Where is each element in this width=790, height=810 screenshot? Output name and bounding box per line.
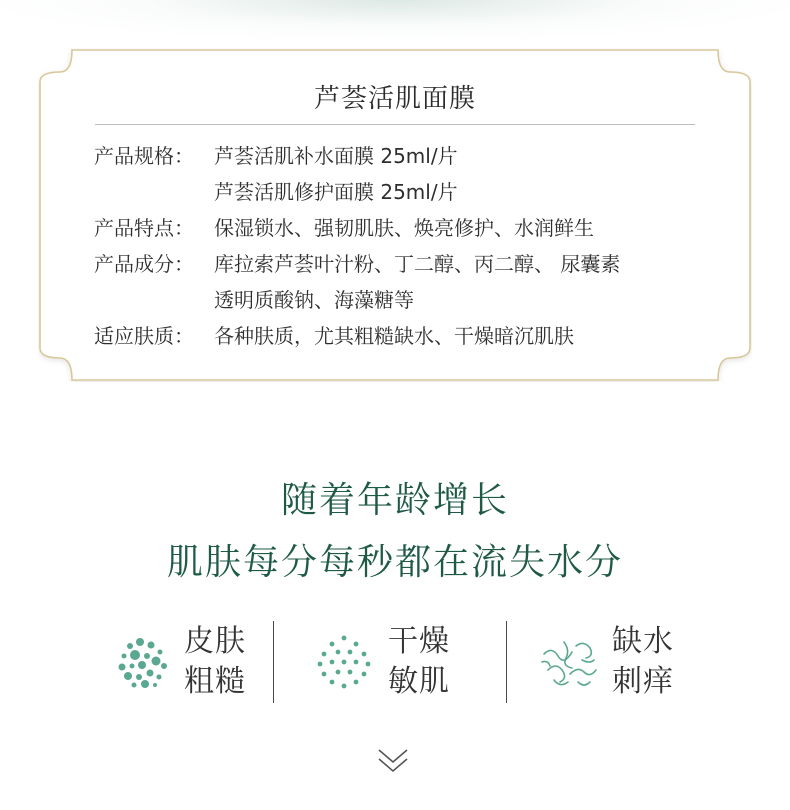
spec-label: 产品规格： [94, 144, 194, 168]
spec-row-features [94, 210, 594, 246]
feature-title: 皮肤 [184, 624, 246, 659]
rough-texture-icon [114, 632, 174, 692]
scribble-icon [538, 632, 600, 692]
feature-dry-sensitive [314, 620, 450, 704]
spec-value: 保湿锁水、强韧肌肤、焕亮修护、水润鲜生 [214, 216, 594, 240]
feature-title: 干燥 [388, 624, 450, 659]
feature-divider [273, 621, 274, 703]
headline-line-1: 随着年龄增长 [280, 480, 509, 521]
spec-value: 库拉索芦荟叶汁粉、丁二醇、丙二醇、 尿囊素 [214, 252, 621, 276]
spec-value: 各种肤质，尤其粗糙缺水、干燥暗沉肌肤 [214, 324, 574, 348]
spec-label: 产品特点： [94, 216, 194, 240]
feature-dehydrated-itchy [538, 620, 674, 704]
product-title: 芦荟活肌面膜 [313, 84, 476, 114]
double-chevron-down-icon [376, 746, 410, 776]
title-divider [95, 124, 695, 125]
spec-row-size [94, 138, 458, 210]
feature-subtitle: 粗糙 [184, 664, 246, 699]
spec-value: 芦荟活肌修护面膜 25ml/片 [214, 180, 458, 204]
feature-subtitle: 刺痒 [612, 664, 674, 699]
feature-rough-skin [114, 620, 246, 704]
headline-line-2: 肌肤每分每秒都在流失水分 [166, 542, 623, 583]
feature-divider [506, 621, 507, 703]
feature-title: 缺水 [612, 624, 674, 659]
feature-subtitle: 敏肌 [388, 664, 450, 699]
dots-icon [314, 632, 374, 692]
spec-label: 产品成分： [94, 252, 194, 276]
spec-value: 芦荟活肌补水面膜 25ml/片 [214, 144, 458, 168]
spec-row-ingredients [94, 246, 620, 318]
product-spec-card [38, 48, 752, 382]
spec-label: 适应肤质： [94, 324, 194, 348]
top-gradient [0, 0, 790, 40]
spec-value: 透明质酸钠、海藻糖等 [214, 288, 414, 312]
spec-row-skin-type [94, 318, 574, 354]
